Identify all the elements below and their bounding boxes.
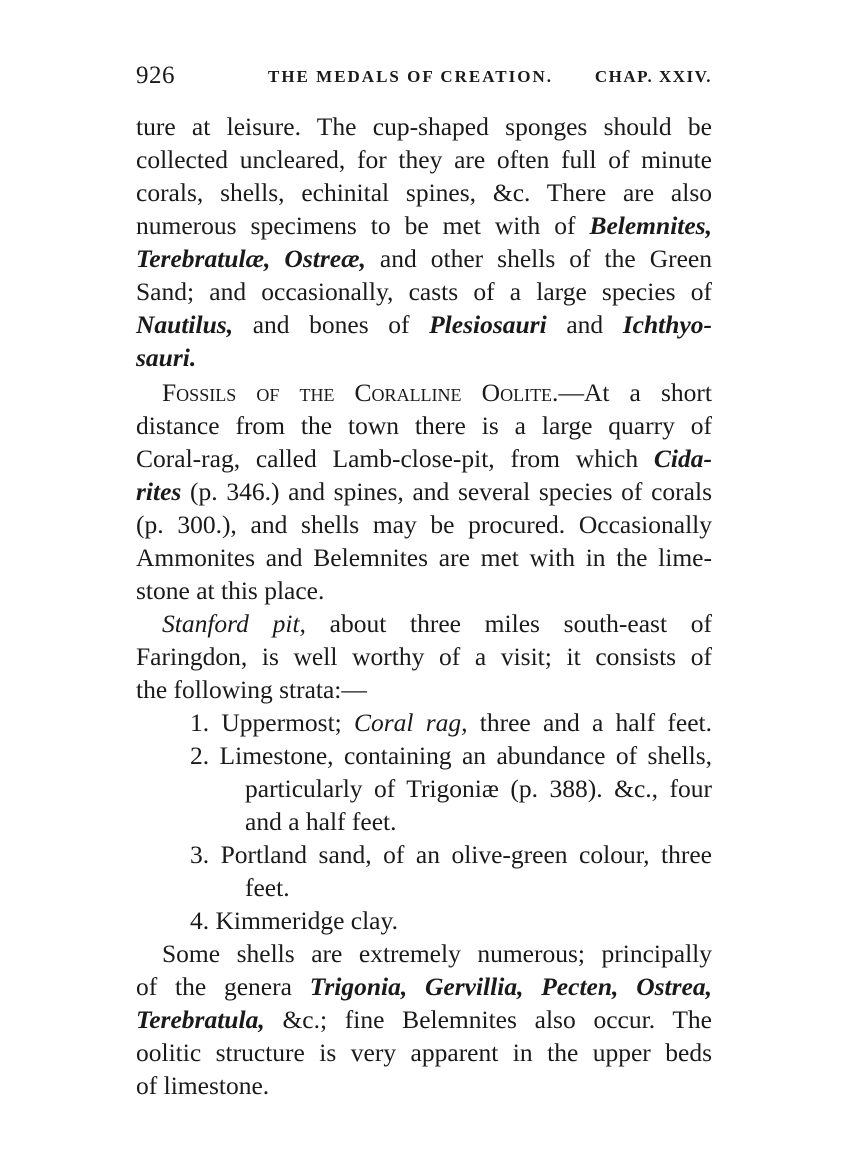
strata-item: 1. Uppermost; Coral rag, three and a half feet. (190, 708, 712, 737)
text-line: oolitic structure is very apparent in the upper beds (136, 1038, 712, 1067)
strata-item-continuation: particularly of Trigoniæ (p. 388). &c., four (245, 774, 712, 803)
taxon-name: Gervillia, (425, 972, 524, 1001)
text-line: Faringdon, is well worthy of a visit; it consists of (136, 642, 712, 671)
taxon-name: Nautilus, (136, 310, 234, 339)
taxon-name: Belemnites, (589, 211, 712, 240)
section-heading: Fossils of the Coralline Oolite. (162, 378, 559, 407)
strata-item: 3. Portland sand, of an olive-green colour, three (190, 840, 712, 869)
taxon-name: Pecten, (541, 972, 619, 1001)
chapter-label: CHAP. XXIV. (594, 67, 712, 86)
strata-item-continuation: and a half feet. (245, 807, 397, 836)
text-line: of limestone. (136, 1071, 270, 1100)
taxon-name: Cida- (653, 444, 712, 473)
running-title: THE MEDALS OF CREATION. (268, 67, 553, 86)
text-line: rites (p. 346.) and spines, and several species of corals (136, 477, 712, 506)
text-line: collected uncleared, for they are often full of minute (136, 145, 712, 174)
taxon-name: sauri. (136, 343, 197, 372)
taxon-name: Trigonia, (309, 972, 408, 1001)
running-header (136, 60, 712, 92)
text-line: Stanford pit, about three miles south-east of (162, 609, 713, 638)
taxon-name: Terebratulæ, (136, 244, 271, 273)
text-line: corals, shells, echinital spines, &c. There are also (136, 178, 712, 207)
taxon-name: Plesiosauri (429, 310, 547, 339)
text-line: Terebratulæ, Ostreæ, and other shells of the Green (136, 244, 712, 273)
text-line: Terebratula, &c.; fine Belemnites also occur. The (136, 1005, 712, 1034)
strata-item-continuation: feet. (245, 873, 290, 902)
text-line: ture at leisure. The cup-shaped sponges should be (136, 112, 712, 141)
taxon-name: rites (136, 477, 182, 506)
text-line (136, 341, 712, 374)
text-line: the following strata:— (136, 675, 367, 704)
taxon-name: Ichthyo- (622, 310, 712, 339)
text-line: Some shells are extremely numerous; principally (162, 939, 712, 968)
strata-item: 4. Kimmeridge clay. (190, 906, 398, 935)
page-number: 926 (136, 62, 175, 89)
text-line: Sand; and occasionally, casts of a large species of (136, 277, 712, 306)
taxon-name: Terebratula, (136, 1005, 265, 1034)
strata-item: 2. Limestone, containing an abundance of shells, (190, 741, 712, 770)
text-line: of the genera Trigonia, Gervillia, Pecten, Ostrea, (136, 972, 712, 1001)
text-line: distance from the town there is a large quarry of (136, 411, 712, 440)
place-name: Stanford pit, (162, 609, 306, 638)
text-line: Ammonites and Belemnites are met with in the lime- (136, 543, 712, 572)
text-line: (p. 300.), and shells may be procured. Occasionally (136, 510, 712, 539)
section-heading-line: Fossils of the Coralline Oolite.—At a short (162, 378, 712, 407)
taxon-name: Ostreæ, (284, 244, 366, 273)
text-line: stone at this place. (136, 576, 325, 605)
taxon-name: Ostrea, (636, 972, 712, 1001)
text-line: Nautilus, and bones of Plesiosauri and Ichthyo- (136, 310, 712, 339)
text-line: numerous specimens to be met with of Belemnites, (136, 211, 712, 240)
text-line: Coral-rag, called Lamb-close-pit, from which Cida- (136, 444, 712, 473)
